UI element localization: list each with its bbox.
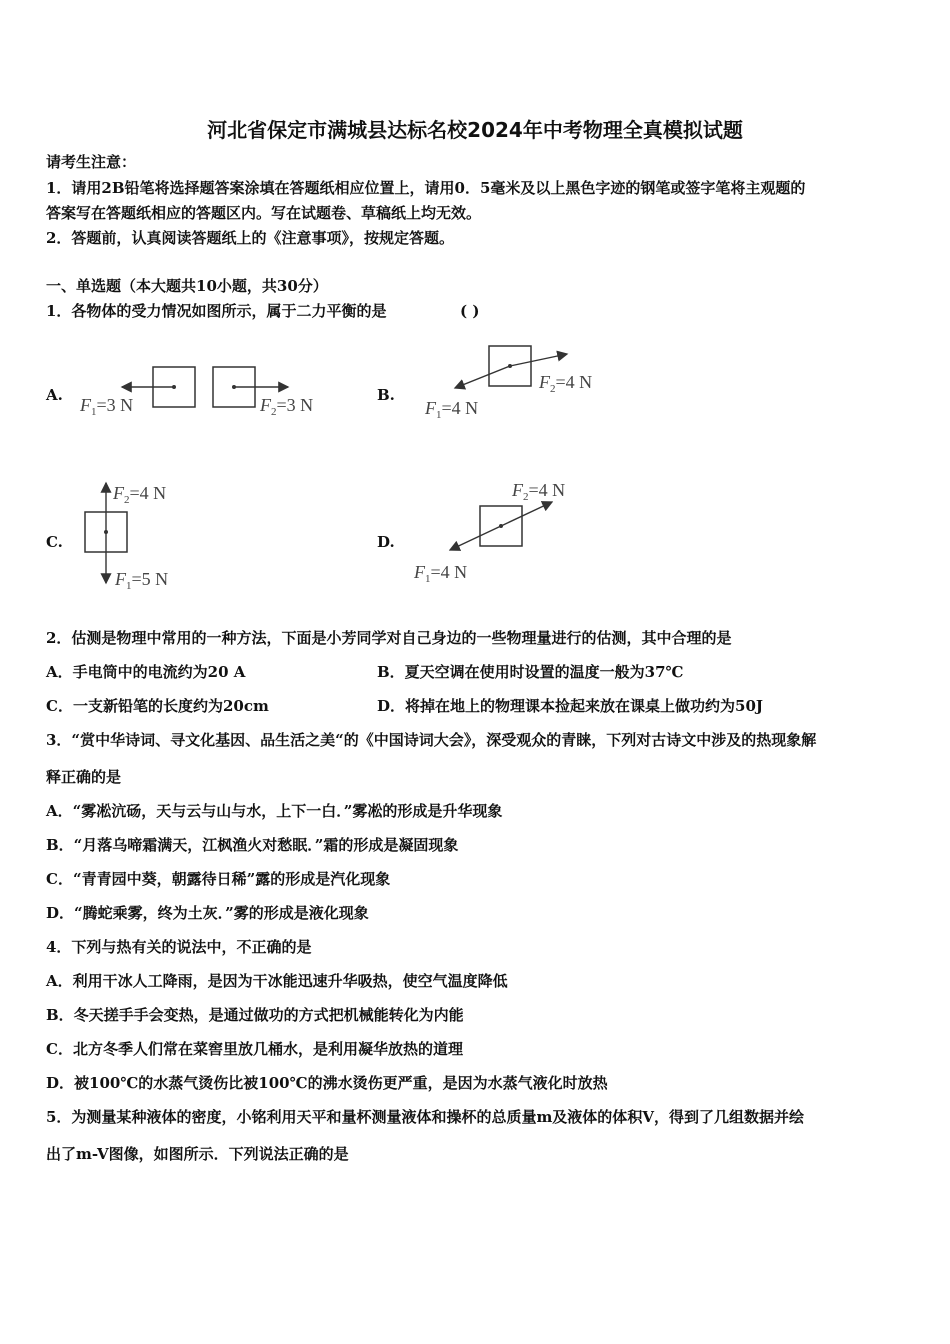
force-arrow-b2 — [510, 354, 567, 366]
q4-option-c: C．北方冬季人们常在菜窖里放几桶水，是利用凝华放热的道理 — [46, 1040, 463, 1058]
force-label-c2: $F_2=4$ N — [113, 483, 167, 506]
notice-heading: 请考生注意： — [46, 153, 137, 171]
notice-line-1a: 1．请用2B铅笔将选择题答案涂填在答题纸相应位置上，请用0．5毫米及以上黑色字迹的钢笔或签字笔将主观题的 — [46, 179, 806, 197]
q4-option-b: B．冬天搓手手会变热，是通过做功的方式把机械能转化为内能 — [46, 1006, 464, 1024]
q2-option-c: C．一支新铅笔的长度约为20cm — [46, 697, 269, 715]
q1-stem: 1．各物体的受力情况如图所示，属于二力平衡的是 — [46, 302, 387, 320]
q2-option-b: B．夏天空调在使用时设置的温度一般为37℃ — [377, 663, 684, 681]
q1-figure-a — [70, 355, 340, 425]
force-label-c1: $F_1=5$ N — [115, 569, 169, 592]
q1-option-a-label: A. — [46, 386, 63, 404]
q4-option-d: D．被100℃的水蒸气烫伤比被100℃的沸水烫伤更严重，是因为水蒸气液化时放热 — [46, 1074, 608, 1092]
q1-option-b-label: B. — [377, 386, 395, 404]
q3-stem-line1: 3．“赏中华诗词、寻文化基因、品生活之美“的《中国诗词大会》，深受观众的青睐，下列对古诗文中涉及的热现象解 — [46, 731, 817, 749]
q2-option-d: D．将掉在地上的物理课本捡起来放在课桌上做功约为50J — [377, 697, 763, 715]
q1-option-d-label: D. — [377, 533, 395, 551]
force-label-a1: $F_1=3$ N — [80, 395, 134, 418]
force-arrow-b1 — [455, 366, 510, 388]
q4-option-a: A．利用干冰人工降雨，是因为干冰能迅速升华吸热，使空气温度降低 — [46, 972, 508, 990]
q1-option-c-label: C. — [46, 533, 63, 551]
q1-figure-b — [415, 340, 625, 425]
q1-figure-d — [410, 478, 600, 588]
q5-stem-line1: 5．为测量某种液体的密度，小铭利用天平和量杯测量液体和操杯的总质量m及液体的体积V，得到了几组数据并绘 — [46, 1108, 804, 1126]
force-label-b2: $F_2=4$ N — [539, 372, 593, 395]
force-label-b1: $F_1=4$ N — [425, 398, 479, 421]
page-title: 河北省保定市满城县达标名校2024年中考物理全真模拟试题 — [207, 118, 743, 142]
notice-line-2: 2．答题前，认真阅读答题纸上的《注意事项》，按规定答题。 — [46, 229, 454, 247]
q1-answer-bracket: ( ) — [460, 302, 480, 320]
q1-figure-c — [80, 475, 210, 595]
q5-stem-line2: 出了m-V图像，如图所示．下列说法正确的是 — [46, 1145, 349, 1163]
q3-stem-line2: 释正确的是 — [46, 768, 122, 786]
q3-option-c: C．“青青园中葵，朝露待日稀”露的形成是汽化现象 — [46, 870, 391, 888]
q2-stem: 2．估测是物理中常用的一种方法，下面是小芳同学对自己身边的一些物理量进行的估测，其中合理的是 — [46, 629, 732, 647]
q2-option-a: A．手电筒中的电流约为20 A — [46, 663, 246, 681]
q3-option-a: A．“雾凇沆砀，天与云与山与水，上下一白．”雾凇的形成是升华现象 — [46, 802, 503, 820]
q3-option-b: B．“月落乌啼霜满天，江枫渔火对愁眠．”霜的形成是凝固现象 — [46, 836, 459, 854]
notice-line-1b: 答案写在答题纸相应的答题区内。写在试题卷、草稿纸上均无效。 — [46, 204, 482, 222]
q3-option-d: D．“腾蛇乘雾，终为土灰．”雾的形成是液化现象 — [46, 904, 369, 922]
section-heading: 一、单选题（本大题共10小题，共30分） — [46, 277, 328, 295]
q4-stem: 4．下列与热有关的说法中，不正确的是 — [46, 938, 312, 956]
force-label-d1: $F_1=4$ N — [414, 562, 468, 585]
force-label-d2: $F_2=4$ N — [512, 480, 566, 503]
force-label-a2: $F_2=3$ N — [260, 395, 314, 418]
